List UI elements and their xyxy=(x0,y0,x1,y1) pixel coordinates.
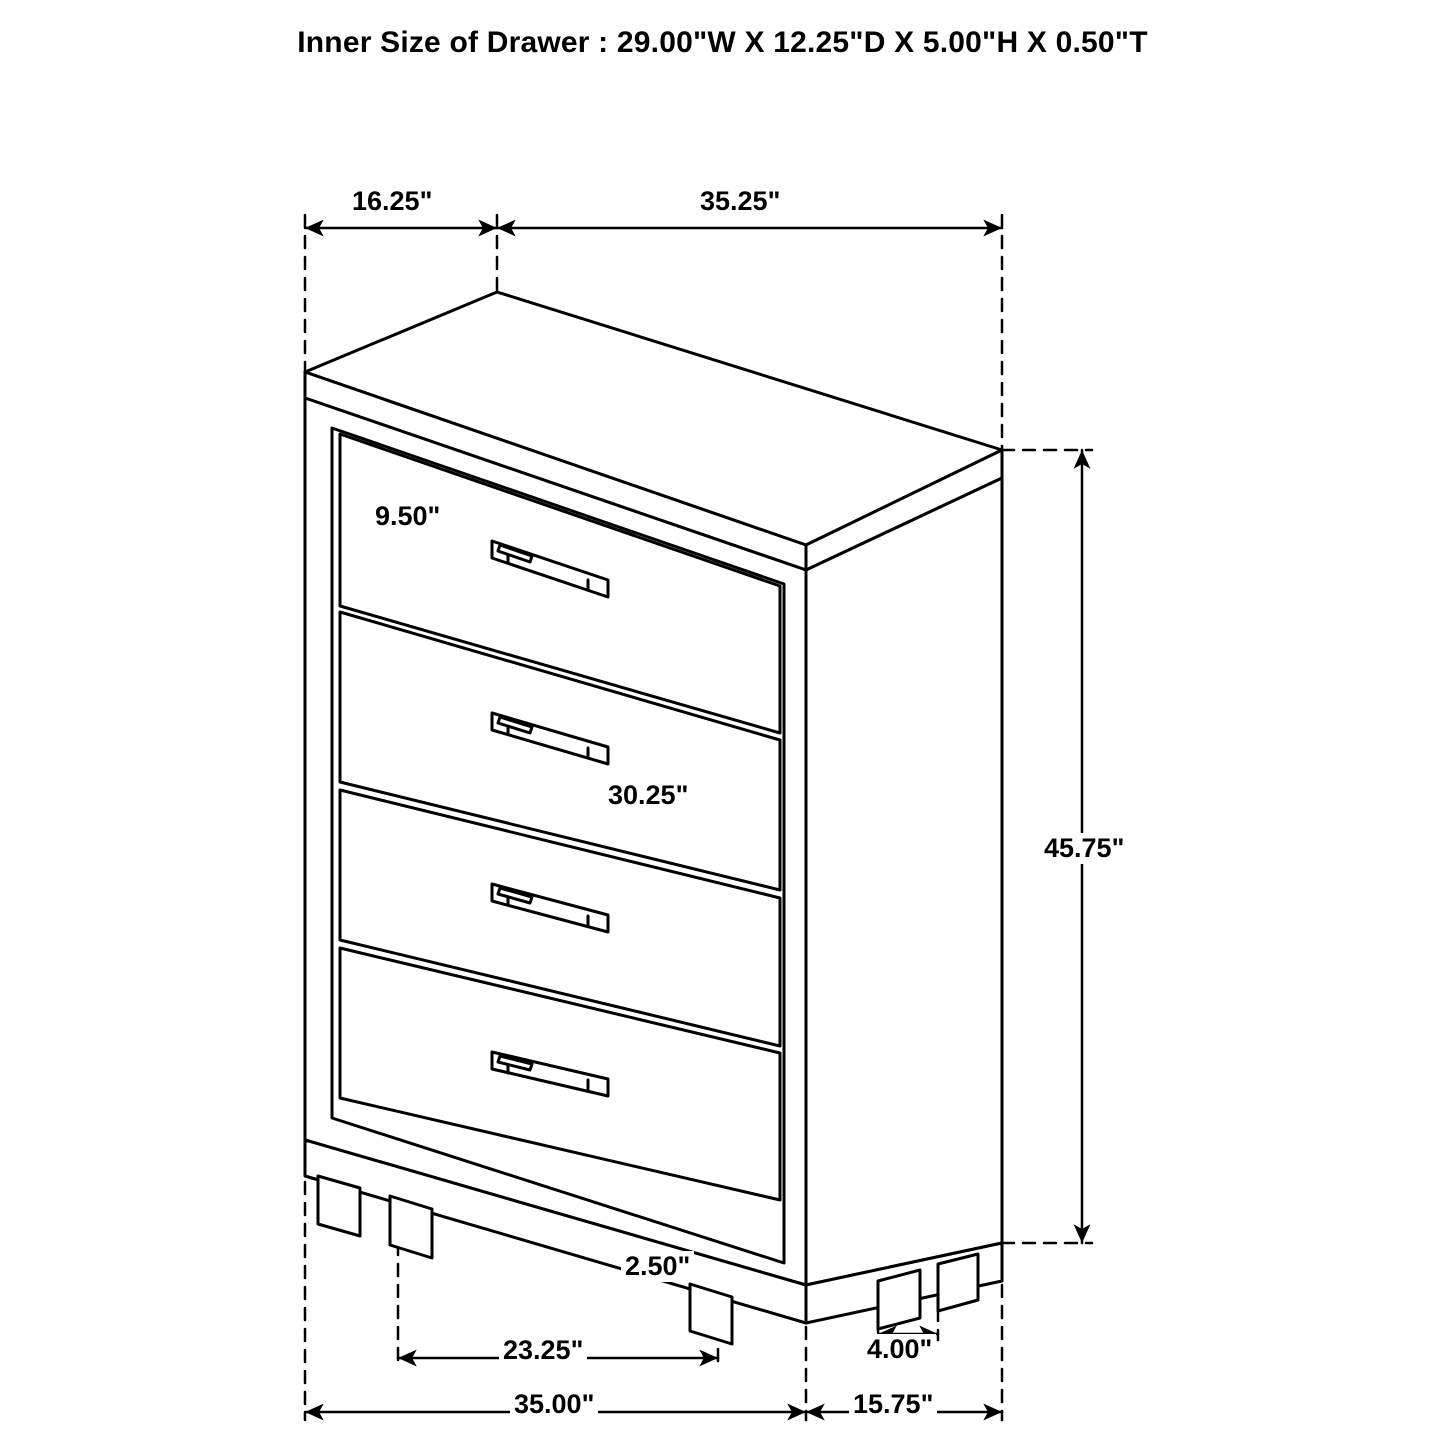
page-title: Inner Size of Drawer : 29.00"W X 12.25"D X 5.00"H X 0.50"T xyxy=(297,26,1148,59)
leg-rear-right xyxy=(938,1254,978,1311)
leg-back-right xyxy=(878,1270,920,1329)
leg-front-left xyxy=(318,1176,360,1236)
dim-label-foot-height: 2.50" xyxy=(621,1251,694,1282)
dim-label-foot-spacing: 23.25" xyxy=(499,1335,587,1366)
dim-label-base-depth: 15.75" xyxy=(849,1389,937,1420)
dim-label-top-width: 35.25" xyxy=(696,186,784,217)
dim-label-overall-height: 45.75" xyxy=(1040,833,1128,864)
right-side-panel xyxy=(806,478,1002,1285)
dim-label-top-depth: 16.25" xyxy=(348,186,436,217)
dim-label-drawer-height: 9.50" xyxy=(371,501,444,532)
dim-label-base-width: 35.00" xyxy=(510,1389,598,1420)
chest-body xyxy=(305,292,1002,1344)
dim-label-foot-width: 4.00" xyxy=(863,1334,936,1365)
dim-label-drawer-width: 30.25" xyxy=(604,780,692,811)
